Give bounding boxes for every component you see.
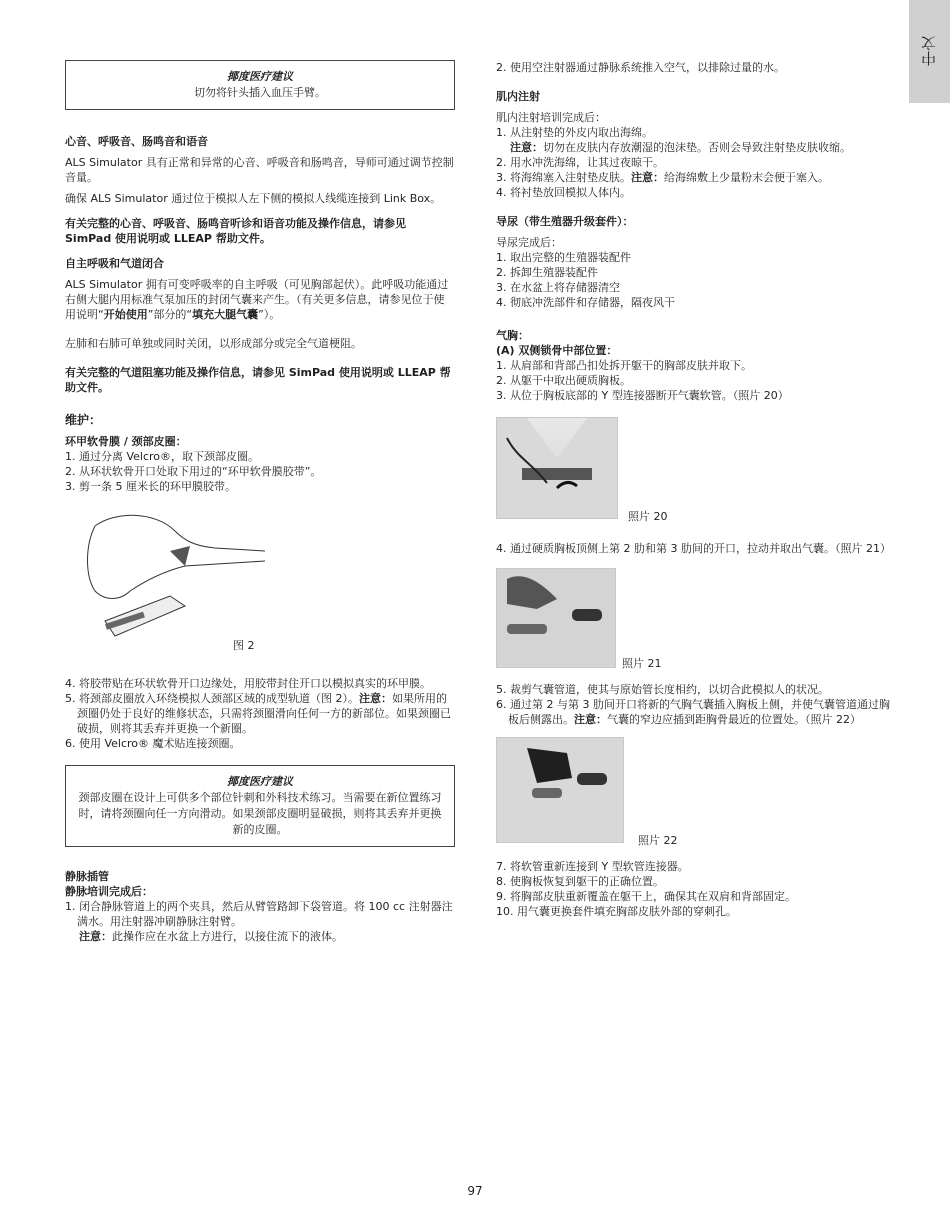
iv-note-text: 此操作应在水盆上方进行，以接住流下的液体。: [112, 930, 343, 943]
list-item: 10. 用气囊更换套件填充胸部皮肤外部的穿刺孔。: [496, 905, 737, 918]
im-note-1: [496, 140, 896, 155]
list-item: 1. 通过分离 Velcro®，取下颈部皮圈。: [65, 450, 260, 463]
list-item: 2. 从环状软骨开口处取下用过的“环甲软骨膜胶带”。: [65, 465, 322, 478]
note-label: 注意：: [510, 141, 543, 154]
breathing-text-e: ”）。: [258, 308, 281, 321]
list-item: 4. 通过硬质胸板顶侧上第 2 肋和第 3 肋间的开口，拉动并取出气囊。（照片 21）: [496, 542, 891, 555]
breathing-link-start: 开始使用: [103, 308, 148, 321]
right-column: [496, 60, 896, 919]
photo-21-caption: 照片 21: [622, 657, 662, 670]
list-item: 5. 裁剪气囊管道，使其与原始管长度相约，以切合此模拟人的状况。: [496, 683, 829, 696]
photo-20-caption: 照片 20: [628, 510, 668, 523]
pneumo-subheading: (A) 双侧锁骨中部位置：: [496, 344, 618, 357]
breathing-link-fill: 填充大腿气囊: [192, 308, 259, 321]
im-heading: 肌内注射: [496, 90, 540, 103]
iv-subheading: 静脉培训完成后：: [65, 885, 153, 898]
im-note-3: 给海绵敷上少量粉末会便于塞入。: [664, 171, 829, 184]
sounds-paragraph-2: 确保 ALS Simulator 通过位于模拟人左下侧的模拟人线缆连接到 Link Box。: [65, 192, 442, 205]
warning-box-2: [65, 765, 455, 847]
pneumo-item-6: 6. 通过第 2 与第 3 肋间开口将新的气胸气囊插入胸板上侧，并使气囊管道通过胸板后侧露出。: [496, 698, 890, 726]
list-item: 4. 将衬垫放回模拟人体内。: [496, 186, 631, 199]
breathing-paragraph-1: [65, 277, 455, 322]
list-item: 3. 从位于胸板底部的 Y 型连接器断开气囊软管。（照片 20）: [496, 389, 789, 402]
list-item: [496, 697, 896, 727]
photo-22-caption: 照片 22: [638, 834, 678, 847]
list-item: 3. 剪一条 5 厘米长的环甲膜胶带。: [65, 480, 236, 493]
photo-22: [496, 737, 624, 843]
warning-text: 切勿将针头插入血压手臂。: [194, 86, 326, 99]
list-item: 4. 将胶带贴在环状软骨开口边缘处，用胶带封住开口以模拟真实的环甲膜。: [65, 677, 431, 690]
maintenance-subheading: 环甲软骨膜 / 颈部皮圈：: [65, 435, 187, 448]
language-tab: [909, 0, 950, 103]
warning-box-1: [65, 60, 455, 110]
breathing-reference: 有关完整的气道阻塞功能及操作信息，请参见 SimPad 使用说明或 LLEAP 帮助文件。: [65, 366, 451, 394]
breathing-heading: 自主呼吸和气道闭合: [65, 257, 164, 270]
sounds-paragraph-1: ALS Simulator 具有正常和异常的心音、呼吸音和肠鸣音，导师可通过调节控制音量。: [65, 156, 454, 184]
figure-2-caption: 图 2: [233, 639, 255, 652]
language-tab-label: 中文: [920, 36, 938, 66]
left-column: [65, 60, 455, 944]
list-item: 3. 在水盆上将存储器清空: [496, 281, 620, 294]
pneumo-item-6-note: 气囊的窄边应插到距胸骨最近的位置处。（照片 22）: [607, 713, 861, 726]
warning-title: 揶度医疗建议: [227, 775, 293, 788]
list-item: 1. 闭合静脉管道上的两个夹具，然后从臂管路卸下袋管道。将 100 cc 注射器注满水。用注射器冲刷静脉注射臂。: [65, 900, 453, 928]
sounds-reference: 有关完整的心音、呼吸音、肠鸣音听诊和语音功能及操作信息，请参见 SimPad 使用说明或 LLEAP 帮助文件。: [65, 217, 406, 245]
pneumo-heading: 气胸：: [496, 329, 529, 342]
item-5-note: 如果所用的颈圈仍处于良好的维修状态，只需将颈圈滑向任何一方的新部位。如果颈圈已破损，则将其丢弃并更换一个新圈。: [77, 692, 451, 735]
list-item: 2. 用水冲洗海绵，让其过夜晾干。: [496, 156, 664, 169]
list-item: 2. 拆卸生殖器装配件: [496, 266, 598, 279]
note-label: 注意：: [79, 930, 112, 943]
photo-21-block: [496, 568, 896, 668]
figure-2: [65, 506, 455, 666]
list-item: 2. 使用空注射器通过静脉系统推入空气，以排除过量的水。: [496, 61, 785, 74]
list-item: [65, 691, 455, 736]
balloon-removal-image: [497, 569, 615, 667]
im-note-1-text: 切勿在皮肤内存放潮湿的泡沫垫。否则会导致注射垫皮肤收缩。: [543, 141, 851, 154]
photo-21: [496, 568, 616, 668]
list-item: 8. 使胸板恢复到躯干的正确位置。: [496, 875, 664, 888]
item-5-text: 5. 将颈部皮圈放入环绕模拟人颈部区域的成型轨道（图 2）。: [65, 692, 359, 705]
warning-text: 颈部皮圈在设计上可供多个部位针刺和外科技术练习。当需要在新位置练习时，请将颈圈向任一方向滑动。如果颈部皮圈明显破损，则将其丢弃并更换新的皮圈。: [78, 791, 442, 836]
iv-note: [65, 929, 455, 944]
warning-title: 揶度医疗建议: [227, 70, 293, 83]
page-number: 97: [467, 1184, 483, 1198]
note-label: 注意：: [631, 171, 664, 184]
note-label: 注意：: [359, 692, 392, 705]
photo-20: [496, 417, 618, 519]
list-item: 1. 从注射垫的外皮内取出海绵。: [496, 126, 653, 139]
photo-22-block: [496, 737, 896, 845]
cath-intro: 导尿完成后：: [496, 236, 562, 249]
list-item: 7. 将软管重新连接到 Y 型软管连接器。: [496, 860, 689, 873]
im-intro: 肌内注射培训完成后：: [496, 111, 606, 124]
manikin-neck-illustration: [75, 506, 275, 656]
list-item: 2. 从躯干中取出硬质胸板。: [496, 374, 631, 387]
list-item: 1. 取出完整的生殖器装配件: [496, 251, 631, 264]
cath-heading: 导尿（带生殖器升级套件）：: [496, 215, 634, 228]
photo-20-block: [496, 417, 896, 527]
breathing-text-c: ”部分的“: [147, 308, 193, 321]
balloon-insertion-image: [497, 738, 623, 842]
list-item: 4. 彻底冲洗部件和存储器，隔夜风干: [496, 296, 675, 309]
list-item: 9. 将胸部皮肤重新覆盖在躯干上，确保其在双肩和背部固定。: [496, 890, 796, 903]
note-label: 注意：: [574, 713, 607, 726]
sounds-heading: 心音、呼吸音、肠鸣音和语音: [65, 135, 208, 148]
breathing-paragraph-2: 左肺和右肺可单独或同时关闭，以形成部分或完全气道梗阻。: [65, 337, 362, 350]
im-item-3: 3. 将海绵塞入注射垫皮肤。: [496, 171, 631, 184]
list-item: 1. 从肩部和背部凸扣处拆开躯干的胸部皮肤并取下。: [496, 359, 752, 372]
list-item: 6. 使用 Velcro® 魔术贴连接颈圈。: [65, 737, 241, 750]
breathing-text-a: ALS Simulator 拥有可变呼吸率的自主呼吸（可见胸部起伏）。此呼吸功能通过右侧大腿内用标准气泵加压的封闭气囊来产生。（有关更多信息，请参见位于使用说明“: [65, 278, 449, 321]
maintenance-heading: 维护：: [65, 413, 102, 427]
list-item: [496, 170, 896, 185]
iv-heading: 静脉插管: [65, 870, 109, 883]
chest-plate-image: [497, 418, 617, 518]
